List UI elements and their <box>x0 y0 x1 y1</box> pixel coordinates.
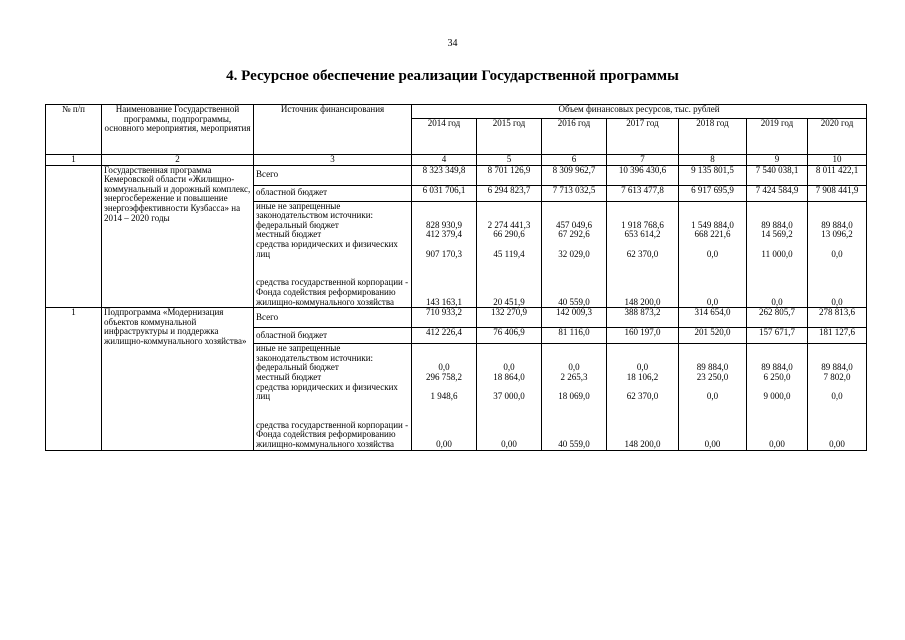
spacer <box>414 259 474 269</box>
source-local-label: местный бюджет <box>256 371 322 382</box>
header-year: 2015 год <box>477 119 542 155</box>
spacer <box>414 202 474 212</box>
value-fund: 0,0 <box>771 296 783 307</box>
value-federal: 89 884,0 <box>761 219 793 230</box>
value-local: 18 864,0 <box>493 371 525 382</box>
spacer <box>749 344 805 354</box>
spacer <box>414 411 474 421</box>
source-other-cell <box>254 344 412 451</box>
value-local: 67 292,6 <box>558 229 590 240</box>
spacer <box>414 344 474 354</box>
value-federal: 457 049,6 <box>556 219 592 230</box>
source-fund-label: средства государственной корпорации - Фонда содействия реформированию жилищно-коммунального хозяйства <box>256 277 409 307</box>
value-other-cell <box>412 344 477 451</box>
column-index: 1 <box>46 155 102 166</box>
value-legal: 45 119,4 <box>493 248 525 259</box>
value-total: 262 805,7 <box>747 308 808 328</box>
value-regional: 7 613 477,8 <box>607 185 679 201</box>
value-other-cell <box>542 344 607 451</box>
column-index: 5 <box>477 155 542 166</box>
resource-table <box>45 104 867 451</box>
source-other-cell <box>254 201 412 308</box>
spacer <box>810 269 864 279</box>
spacer <box>609 344 676 354</box>
value-federal: 89 884,0 <box>696 362 729 373</box>
value-federal: 828 930,9 <box>426 219 462 230</box>
column-index: 10 <box>808 155 867 166</box>
spacer <box>609 411 676 421</box>
value-total: 8 309 962,7 <box>542 165 607 185</box>
source-local-label: местный бюджет <box>256 229 322 240</box>
value-federal: 1 918 768,6 <box>621 219 664 230</box>
source-legal-label: средства юридических и физических лиц <box>256 238 398 259</box>
header-source: Источник финансирования <box>254 105 412 155</box>
value-fund: 0,0 <box>831 296 843 307</box>
value-total: 314 654,0 <box>679 308 747 328</box>
value-local: 296 758,2 <box>426 371 462 382</box>
value-legal: 62 370,0 <box>626 391 659 402</box>
header-year: 2018 год <box>679 119 747 155</box>
value-fund: 40 559,0 <box>558 439 590 450</box>
value-total: 278 813,6 <box>808 308 867 328</box>
header-year: 2020 год <box>808 119 867 155</box>
value-other-cell <box>607 201 679 308</box>
value-regional: 6 031 706,1 <box>412 185 477 201</box>
value-legal: 0,0 <box>706 391 719 402</box>
value-fund: 40 559,0 <box>558 296 590 307</box>
value-fund: 143 163,1 <box>426 296 462 307</box>
column-index: 2 <box>102 155 254 166</box>
value-local: 653 614,2 <box>624 229 661 240</box>
value-regional: 76 406,9 <box>477 328 542 344</box>
value-federal: 0,0 <box>503 362 515 373</box>
table-row <box>46 308 867 328</box>
source-regional-label: областной бюджет <box>254 328 412 344</box>
value-other-cell <box>542 201 607 308</box>
value-regional: 181 127,6 <box>808 328 867 344</box>
spacer <box>810 278 864 288</box>
table-body <box>46 165 867 450</box>
value-legal: 37 000,0 <box>493 391 525 402</box>
value-other-cell <box>607 344 679 451</box>
spacer <box>810 411 864 421</box>
header-volume: Объем финансовых ресурсов, тыс. рублей <box>412 105 867 119</box>
value-other-cell <box>679 344 747 451</box>
spacer <box>749 202 805 212</box>
spacer <box>749 402 805 412</box>
value-local: 7 802,0 <box>823 371 851 382</box>
column-index: 7 <box>607 155 679 166</box>
column-index: 8 <box>679 155 747 166</box>
spacer <box>414 278 474 288</box>
source-legal-label: средства юридических и физических лиц <box>256 381 398 402</box>
value-fund: 0,00 <box>436 439 452 450</box>
value-federal: 89 884,0 <box>821 219 853 230</box>
header-np: № п/п <box>46 105 102 155</box>
header-year: 2014 год <box>412 119 477 155</box>
value-other-cell <box>747 344 808 451</box>
value-regional: 81 116,0 <box>542 328 607 344</box>
source-total-label: Всего <box>254 308 412 328</box>
spacer <box>544 402 604 412</box>
spacer <box>681 269 744 279</box>
spacer <box>681 402 744 412</box>
document-title: 4. Ресурсное обеспечение реализации Государственной программы <box>226 68 679 84</box>
spacer <box>414 421 474 431</box>
value-legal: 32 029,0 <box>558 248 590 259</box>
column-index: 4 <box>412 155 477 166</box>
spacer <box>414 402 474 412</box>
value-federal: 89 884,0 <box>821 362 853 373</box>
value-legal: 9 000,0 <box>763 391 791 402</box>
value-regional: 157 671,7 <box>747 328 808 344</box>
value-other-cell <box>808 201 867 308</box>
value-other-cell <box>477 201 542 308</box>
spacer <box>609 278 676 288</box>
source-federal-label: федеральный бюджет <box>256 219 339 230</box>
spacer <box>414 269 474 279</box>
value-other-cell <box>477 344 542 451</box>
value-regional: 160 197,0 <box>607 328 679 344</box>
value-legal: 18 069,0 <box>558 391 590 402</box>
spacer <box>681 278 744 288</box>
value-legal: 907 170,3 <box>426 248 462 259</box>
value-regional: 7 424 584,9 <box>747 185 808 201</box>
program-name: Подпрограмма «Модернизация объектов коммунальной инфраструктуры и поддержка жилищно-коммунального хозяйства» <box>102 308 254 451</box>
source-other-label: иные не запрещенные законодательством источники: <box>256 343 374 363</box>
value-total: 132 270,9 <box>477 308 542 328</box>
value-local: 66 290,6 <box>493 229 525 240</box>
value-total: 142 009,3 <box>542 308 607 328</box>
value-total: 710 933,2 <box>412 308 477 328</box>
header-name: Наименование Государственной программы, подпрограммы, основного мероприятия, мероприятия <box>102 105 254 155</box>
value-regional: 7 908 441,9 <box>808 185 867 201</box>
spacer <box>749 259 805 269</box>
spacer <box>681 344 744 354</box>
value-other-cell <box>679 201 747 308</box>
source-regional-label: областной бюджет <box>254 185 412 201</box>
header-year: 2016 год <box>542 119 607 155</box>
value-legal: 62 370,0 <box>626 248 659 259</box>
value-legal: 0,0 <box>706 248 719 259</box>
value-other-cell <box>808 344 867 451</box>
spacer <box>479 278 539 288</box>
value-local: 14 569,2 <box>761 229 793 240</box>
value-legal: 11 000,0 <box>761 248 793 259</box>
value-federal: 1 549 884,0 <box>691 219 734 230</box>
value-fund: 0,00 <box>829 439 845 450</box>
value-local: 13 096,2 <box>821 229 853 240</box>
header-year: 2017 год <box>607 119 679 155</box>
value-total: 9 135 801,5 <box>679 165 747 185</box>
source-federal-label: федеральный бюджет <box>256 362 339 373</box>
row-number: 1 <box>46 308 102 451</box>
value-fund: 148 200,0 <box>624 439 661 450</box>
spacer <box>681 202 744 212</box>
value-total: 388 873,2 <box>607 308 679 328</box>
column-index: 9 <box>747 155 808 166</box>
page-number: 34 <box>447 38 458 49</box>
value-total: 7 540 038,1 <box>747 165 808 185</box>
spacer <box>681 411 744 421</box>
value-local: 668 221,6 <box>694 229 731 240</box>
value-federal: 0,0 <box>568 362 580 373</box>
spacer <box>544 411 604 421</box>
value-fund: 0,0 <box>706 296 719 307</box>
spacer <box>256 259 409 269</box>
spacer <box>256 402 409 412</box>
value-fund: 0,00 <box>501 439 517 450</box>
value-local: 2 265,3 <box>560 371 588 382</box>
value-local: 6 250,0 <box>763 371 791 382</box>
value-federal: 2 274 441,3 <box>487 219 531 230</box>
value-legal: 0,0 <box>831 391 843 402</box>
spacer <box>810 344 864 354</box>
value-federal: 0,0 <box>636 362 649 373</box>
spacer <box>479 402 539 412</box>
spacer <box>479 269 539 279</box>
value-regional: 6 917 695,9 <box>679 185 747 201</box>
spacer <box>749 269 805 279</box>
spacer <box>544 421 604 431</box>
value-fund: 20 451,9 <box>493 296 525 307</box>
value-local: 23 250,0 <box>696 371 729 382</box>
value-total: 8 701 126,9 <box>477 165 542 185</box>
spacer <box>544 202 604 212</box>
spacer <box>479 259 539 269</box>
value-total: 8 323 349,8 <box>412 165 477 185</box>
spacer <box>681 259 744 269</box>
value-fund: 0,00 <box>704 439 721 450</box>
column-index: 6 <box>542 155 607 166</box>
spacer <box>479 421 539 431</box>
value-federal: 89 884,0 <box>761 362 793 373</box>
source-total-label: Всего <box>254 165 412 185</box>
value-regional: 201 520,0 <box>679 328 747 344</box>
value-total: 8 011 422,1 <box>808 165 867 185</box>
spacer <box>810 259 864 269</box>
spacer <box>609 421 676 431</box>
value-regional: 7 713 032,5 <box>542 185 607 201</box>
spacer <box>544 269 604 279</box>
row-number <box>46 165 102 308</box>
program-name: Государственная программа Кемеровской области «Жилищно-коммунальный и дорожный комплекс, энергосбережение и повышение энергоэффективности Кузбасса» на 2014 – 2020 годы <box>102 165 254 308</box>
spacer <box>749 278 805 288</box>
value-legal: 0,0 <box>831 248 843 259</box>
value-regional: 6 294 823,7 <box>477 185 542 201</box>
spacer <box>749 411 805 421</box>
spacer <box>810 421 864 431</box>
spacer <box>544 344 604 354</box>
value-fund: 148 200,0 <box>624 296 661 307</box>
spacer <box>479 344 539 354</box>
value-total: 10 396 430,6 <box>607 165 679 185</box>
value-federal: 0,0 <box>438 362 450 373</box>
column-index: 3 <box>254 155 412 166</box>
spacer <box>544 259 604 269</box>
spacer <box>479 202 539 212</box>
spacer <box>681 421 744 431</box>
spacer <box>609 202 676 212</box>
header-year: 2019 год <box>747 119 808 155</box>
value-regional: 412 226,4 <box>412 328 477 344</box>
spacer <box>810 202 864 212</box>
source-other-label: иные не запрещенные законодательством источники: <box>256 201 374 221</box>
spacer <box>609 402 676 412</box>
value-other-cell <box>412 201 477 308</box>
value-legal: 1 948,6 <box>430 391 458 402</box>
value-local: 412 379,4 <box>426 229 462 240</box>
value-local: 18 106,2 <box>626 371 659 382</box>
spacer <box>609 269 676 279</box>
value-other-cell <box>747 201 808 308</box>
spacer <box>749 421 805 431</box>
spacer <box>609 259 676 269</box>
table-row <box>46 165 867 185</box>
spacer <box>810 402 864 412</box>
spacer <box>544 278 604 288</box>
value-fund: 0,00 <box>769 439 785 450</box>
spacer <box>479 411 539 421</box>
source-fund-label: средства государственной корпорации - Фонда содействия реформированию жилищно-коммунального хозяйства <box>256 419 409 450</box>
